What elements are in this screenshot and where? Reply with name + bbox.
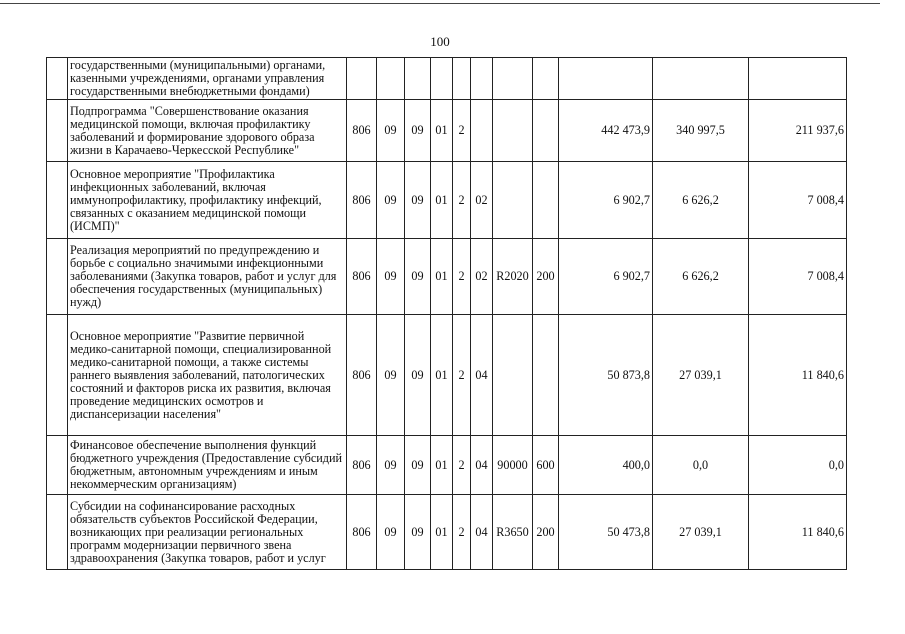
subsection-code: 09 xyxy=(405,495,431,570)
sum-year-3: 211 937,6 xyxy=(749,100,847,162)
sum-year-2: 27 039,1 xyxy=(653,495,749,570)
expense-type-code xyxy=(533,315,559,436)
ministry-code: 806 xyxy=(347,239,377,315)
sum-year-3: 11 840,6 xyxy=(749,315,847,436)
subsection-code: 09 xyxy=(405,162,431,239)
page-number: 100 xyxy=(430,34,450,49)
sum-year-1: 400,0 xyxy=(559,436,653,495)
event-code: 04 xyxy=(471,436,493,495)
event-code xyxy=(471,100,493,162)
row-margin-cell xyxy=(47,436,68,495)
subprogram-code: 2 xyxy=(453,315,471,436)
section-code: 09 xyxy=(377,315,405,436)
program-code: 01 xyxy=(431,100,453,162)
program-code: 01 xyxy=(431,436,453,495)
row-margin-cell xyxy=(47,162,68,239)
program-code xyxy=(431,58,453,100)
event-code: 04 xyxy=(471,495,493,570)
sum-year-1: 50 473,8 xyxy=(559,495,653,570)
table-row xyxy=(47,100,847,162)
row-margin-cell xyxy=(47,495,68,570)
table-row xyxy=(47,436,847,495)
expense-type-code xyxy=(533,100,559,162)
subprogram-code: 2 xyxy=(453,436,471,495)
row-name: Подпрограмма "Совершенствование оказания медицинской помощи, включая профилактику заболеваний и формирование здорового образа жизни в Карачаево-Черкесской Республике" xyxy=(68,100,347,162)
table-row xyxy=(47,495,847,570)
sum-year-2: 0,0 xyxy=(653,436,749,495)
subsection-code xyxy=(405,58,431,100)
sum-year-3 xyxy=(749,58,847,100)
section-code xyxy=(377,58,405,100)
sum-year-1: 6 902,7 xyxy=(559,162,653,239)
row-margin-cell xyxy=(47,315,68,436)
ministry-code xyxy=(347,58,377,100)
subsection-code: 09 xyxy=(405,100,431,162)
subprogram-code xyxy=(453,58,471,100)
expense-type-code: 600 xyxy=(533,436,559,495)
row-name: Основное мероприятие "Профилактика инфекционных заболеваний, включая иммунопрофилактику, профилактику инфекций, связанных с оказанием медицинской помощи (ИСМП)" xyxy=(68,162,347,239)
direction-code: 90000 xyxy=(493,436,533,495)
row-name: Основное мероприятие "Развитие первичной медико-санитарной помощи, специализированной медико-санитарной помощи, а также системы раннего выявления заболеваний, патологических состояний и факторов риска их развития, включая проведение медицинских осмотров и диспансеризации населения" xyxy=(68,315,347,436)
section-code: 09 xyxy=(377,495,405,570)
direction-code xyxy=(493,162,533,239)
event-code: 02 xyxy=(471,239,493,315)
table-row xyxy=(47,239,847,315)
section-code: 09 xyxy=(377,436,405,495)
sum-year-1 xyxy=(559,58,653,100)
row-margin-cell xyxy=(47,58,68,100)
table-row xyxy=(47,58,847,100)
program-code: 01 xyxy=(431,162,453,239)
top-rule xyxy=(0,3,880,4)
sum-year-2: 6 626,2 xyxy=(653,162,749,239)
sum-year-2 xyxy=(653,58,749,100)
sum-year-2: 27 039,1 xyxy=(653,315,749,436)
subsection-code: 09 xyxy=(405,315,431,436)
section-code: 09 xyxy=(377,100,405,162)
sum-year-3: 7 008,4 xyxy=(749,162,847,239)
event-code xyxy=(471,58,493,100)
expense-type-code xyxy=(533,58,559,100)
program-code: 01 xyxy=(431,315,453,436)
table-row xyxy=(47,315,847,436)
row-name: Финансовое обеспечение выполнения функций бюджетного учреждения (Предоставление субсидий бюджетным, автономным учреждениям и иным некоммерческим организациям) xyxy=(68,436,347,495)
subprogram-code: 2 xyxy=(453,495,471,570)
ministry-code: 806 xyxy=(347,315,377,436)
ministry-code: 806 xyxy=(347,436,377,495)
sum-year-2: 6 626,2 xyxy=(653,239,749,315)
program-code: 01 xyxy=(431,239,453,315)
subsection-code: 09 xyxy=(405,436,431,495)
row-name: Реализация мероприятий по предупреждению и борьбе с социально значимыми инфекционными заболеваниями (Закупка товаров, работ и услуг для обеспечения государственных (муниципальных) нужд) xyxy=(68,239,347,315)
sum-year-2: 340 997,5 xyxy=(653,100,749,162)
sum-year-1: 50 873,8 xyxy=(559,315,653,436)
expense-type-code xyxy=(533,162,559,239)
budget-table xyxy=(46,57,847,570)
ministry-code: 806 xyxy=(347,100,377,162)
event-code: 04 xyxy=(471,315,493,436)
subprogram-code: 2 xyxy=(453,162,471,239)
sum-year-3: 7 008,4 xyxy=(749,239,847,315)
program-code: 01 xyxy=(431,495,453,570)
sum-year-3: 11 840,6 xyxy=(749,495,847,570)
subprogram-code: 2 xyxy=(453,239,471,315)
row-name: Субсидии на софинансирование расходных обязательств субъектов Российской Федерации, возникающих при реализации региональных программ модернизации первичного звена здравоохранения (Закупка товаров, работ и услуг xyxy=(68,495,347,570)
direction-code: R2020 xyxy=(493,239,533,315)
section-code: 09 xyxy=(377,239,405,315)
ministry-code: 806 xyxy=(347,162,377,239)
sum-year-3: 0,0 xyxy=(749,436,847,495)
subsection-code: 09 xyxy=(405,239,431,315)
event-code: 02 xyxy=(471,162,493,239)
row-margin-cell xyxy=(47,239,68,315)
table-row xyxy=(47,162,847,239)
expense-type-code: 200 xyxy=(533,495,559,570)
sum-year-1: 442 473,9 xyxy=(559,100,653,162)
direction-code: R3650 xyxy=(493,495,533,570)
direction-code xyxy=(493,315,533,436)
sum-year-1: 6 902,7 xyxy=(559,239,653,315)
direction-code xyxy=(493,58,533,100)
direction-code xyxy=(493,100,533,162)
row-name: государственными (муниципальными) органами, казенными учреждениями, органами управления государственными внебюджетными фондами) xyxy=(68,58,347,100)
row-margin-cell xyxy=(47,100,68,162)
ministry-code: 806 xyxy=(347,495,377,570)
section-code: 09 xyxy=(377,162,405,239)
expense-type-code: 200 xyxy=(533,239,559,315)
subprogram-code: 2 xyxy=(453,100,471,162)
